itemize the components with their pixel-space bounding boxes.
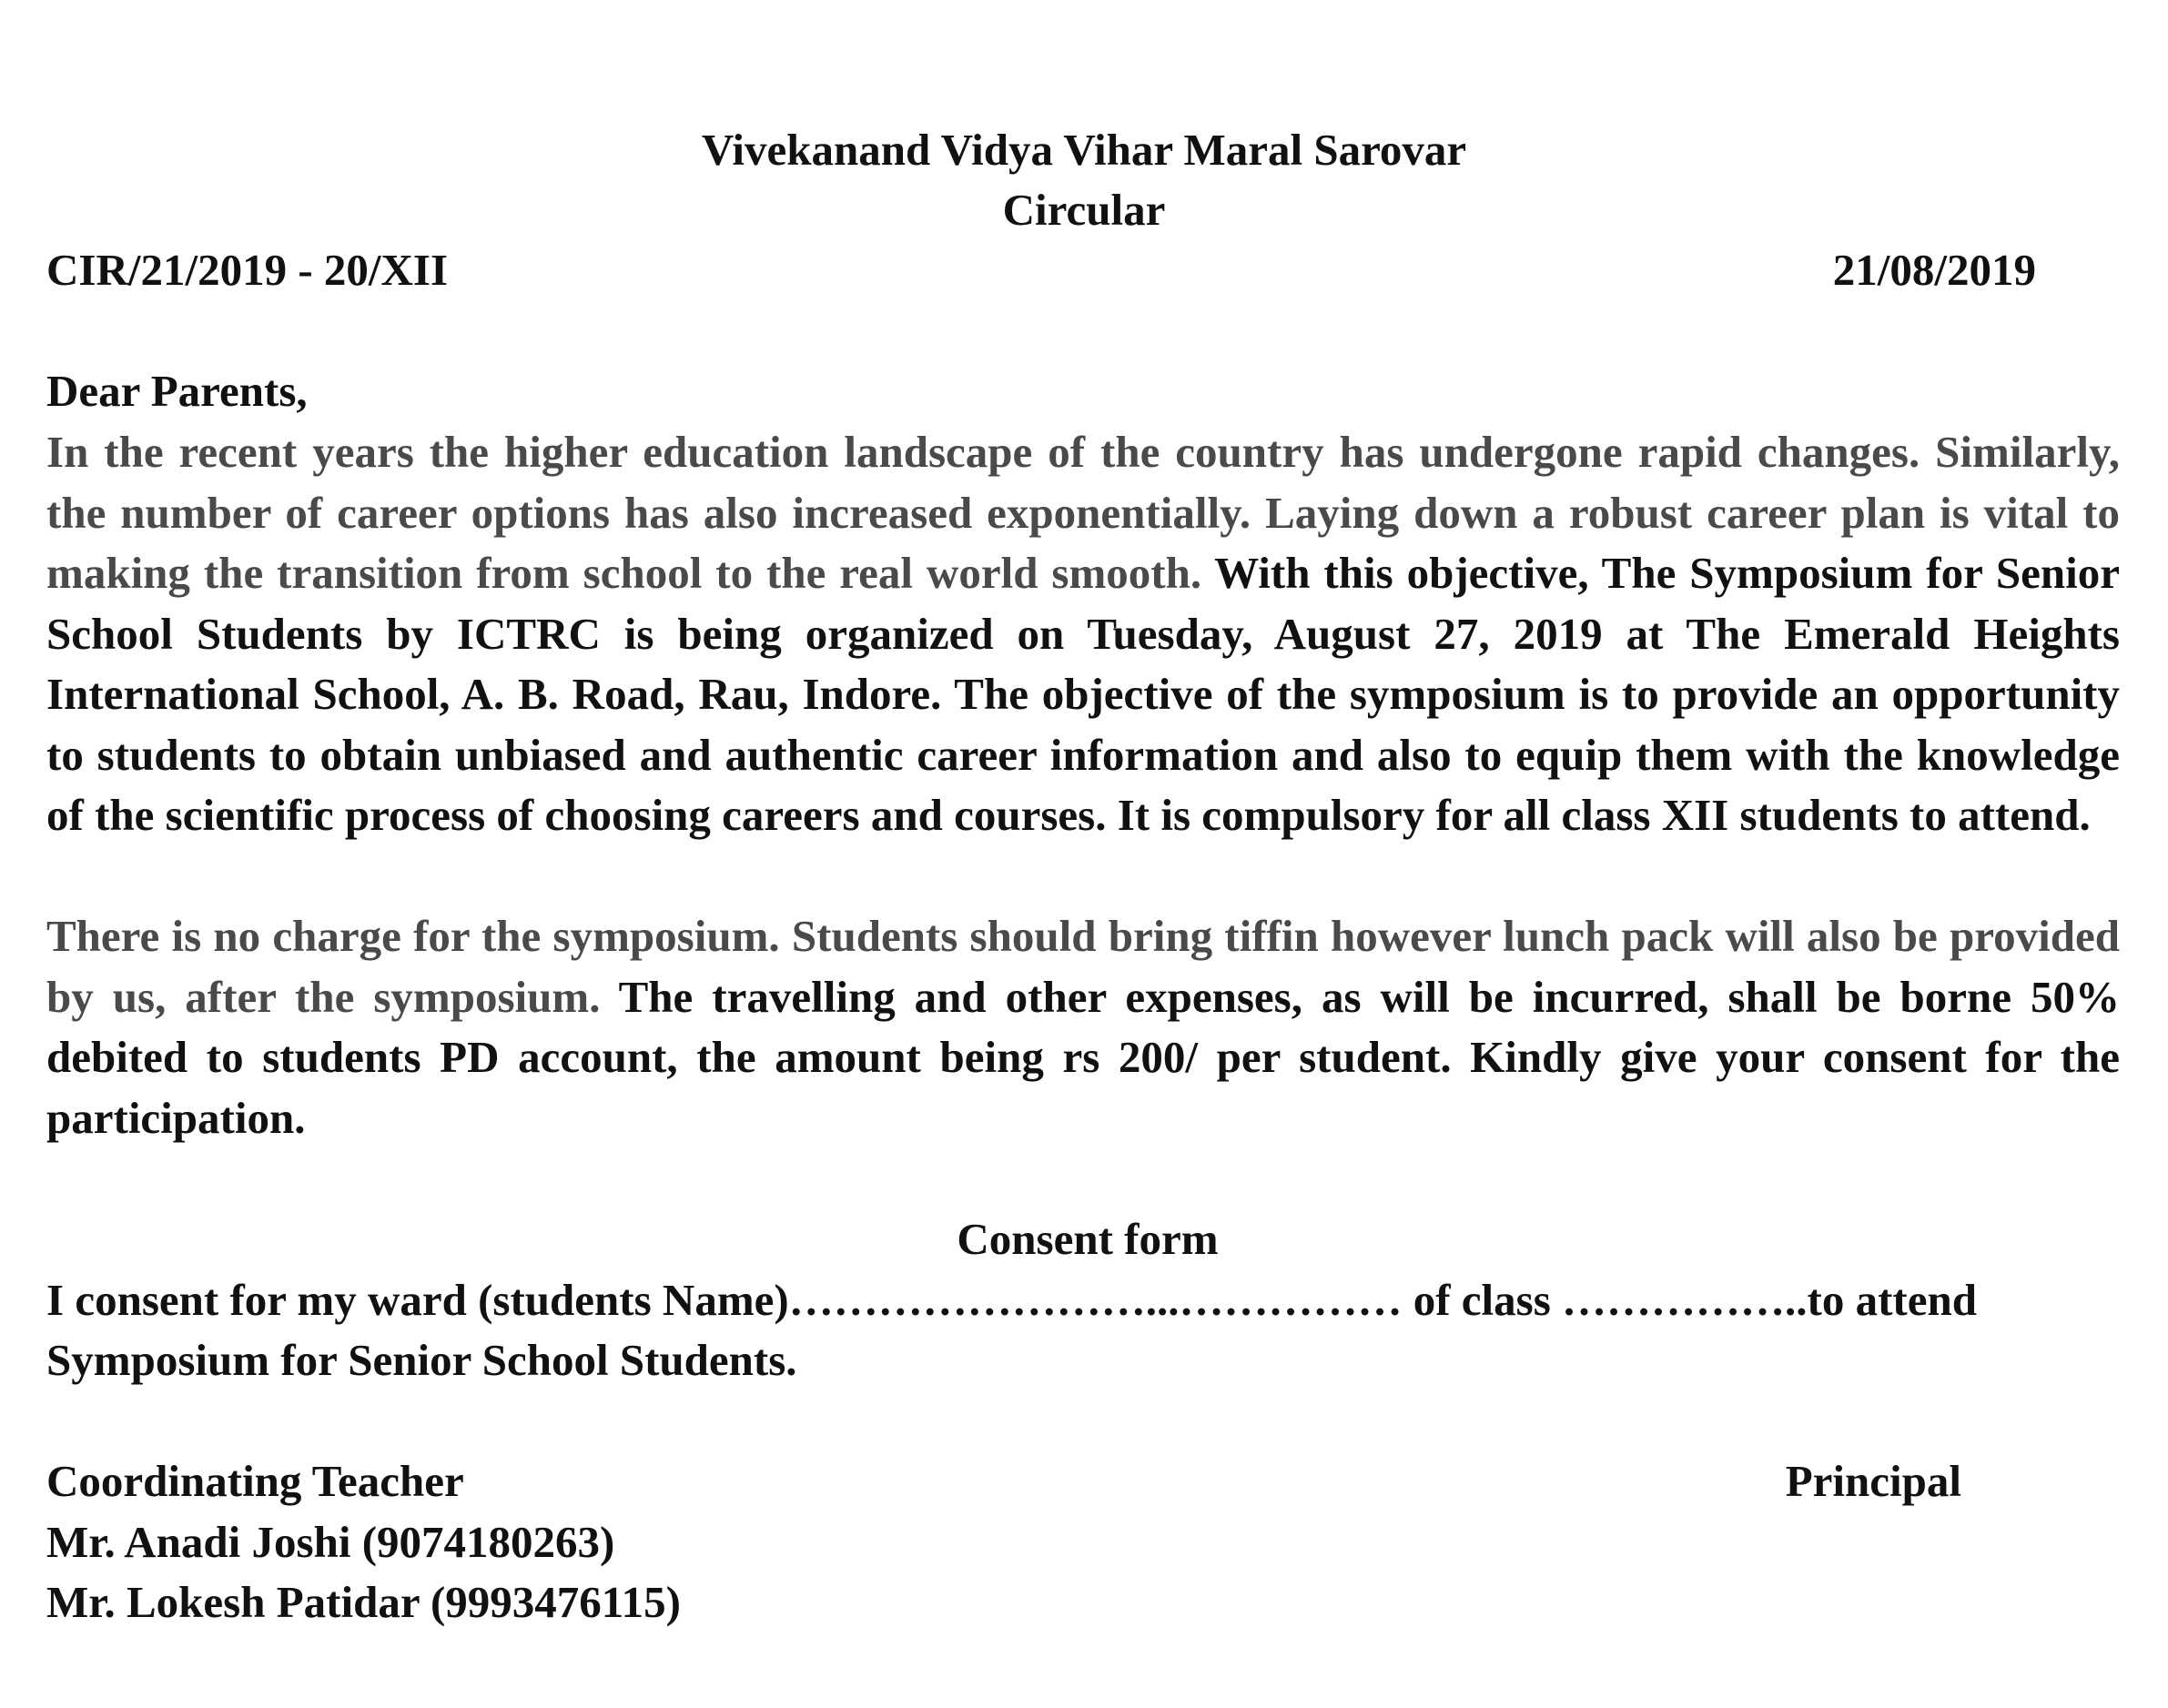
consent-statement-continued: Symposium for Senior School Students. bbox=[46, 1335, 797, 1385]
principal-label: Principal bbox=[1785, 1456, 1961, 1506]
school-name: Vivekanand Vidya Vihar Maral Sarovar bbox=[701, 125, 1467, 175]
teacher-contact-2: Mr. Lokesh Patidar (9993476115) bbox=[46, 1577, 681, 1627]
teacher-contact-1: Mr. Anadi Joshi (9074180263) bbox=[46, 1517, 615, 1567]
paragraph-charge-text: There is no charge for the symposium. Students should bring tiffin however lunch pack will also be provided by us, after the symposium. bbox=[46, 911, 2120, 1022]
paragraph-expense-text: The travelling and other expenses, as will be incurred, shall be borne 50% debited to students PD account, the amount being rs 200/ per student. Kindly give your consent for the participation. bbox=[46, 971, 2120, 1143]
salutation: Dear Parents, bbox=[46, 366, 308, 416]
consent-heading: Consent form bbox=[957, 1214, 1219, 1264]
paragraph-charges bbox=[46, 906, 2120, 1148]
reference-number: CIR/21/2019 - 20/XII bbox=[46, 245, 449, 295]
document-type: Circular bbox=[1002, 185, 1166, 235]
coordinating-teacher-label: Coordinating Teacher bbox=[46, 1456, 464, 1506]
paragraph-event-text: With this objective, The Symposium for Senior School Students by ICTRC is being organized on Tuesday, August 27, 2019 at The Emerald Heights International School, A. B. Road, Rau, Indore. The objective of the symposium is to provide an opportunity to students to obtain unbiased and authentic career information and also to equip them with the knowledge of the scientific process of choosing careers and courses. It is compulsory for all class XII students to attend. bbox=[46, 548, 2120, 840]
paragraph-intro-text: In the recent years the higher education landscape of the country has undergone rapid changes. Similarly, the number of career options has also increased exponentially. Laying down a robust career plan is vital to making the transition from school to the real world smooth. bbox=[46, 427, 2120, 598]
paragraph-symposium-details bbox=[46, 422, 2120, 846]
circular-date: 21/08/2019 bbox=[1832, 245, 2036, 295]
consent-statement: I consent for my ward (students Name)……………………...…………… of class ……………..to attend bbox=[46, 1275, 1977, 1325]
